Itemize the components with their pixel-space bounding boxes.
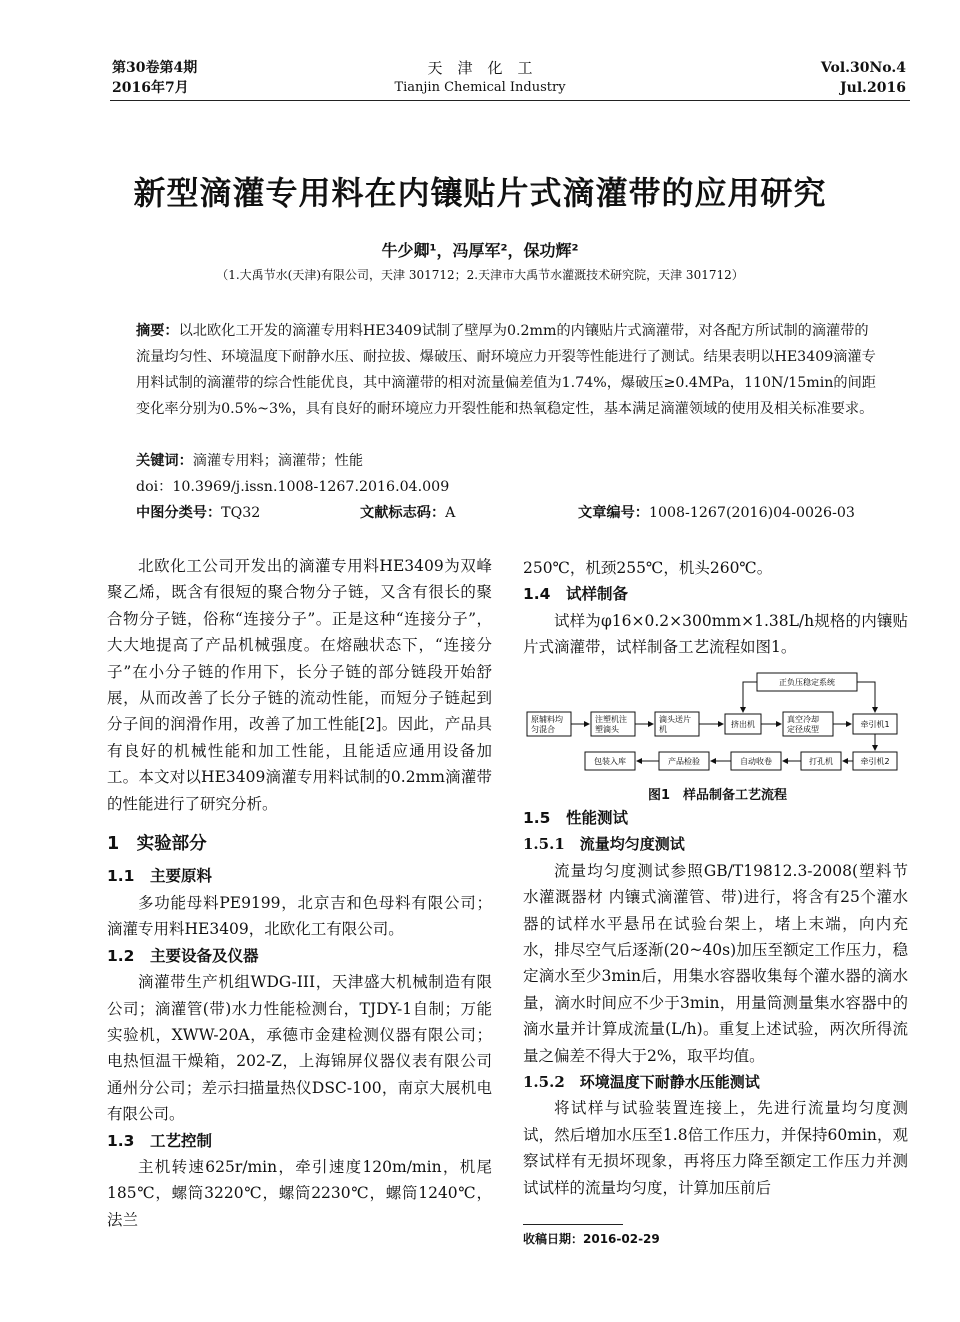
journal-date-cn: 2016年7月 — [112, 80, 189, 96]
section-1-5-1-heading: 1.5.1 流量均匀度测试 — [523, 835, 685, 854]
flow-arrow — [857, 682, 875, 712]
section-1-5-heading: 1.5 性能测试 — [523, 809, 628, 827]
flow-label-injection: 注塑机注 — [595, 715, 627, 724]
flow-label-inspection: 产品检验 — [668, 757, 700, 766]
article-number-label: 文章编号： — [578, 505, 649, 521]
section-1-4-text: 试样为φ16×0.2×300mm×1.38L/h规格的内镶贴片式滴灌带，试样制备工艺流程如图1。 — [523, 611, 908, 657]
affiliations: （1.大禹节水(天津)有限公司，天津 301712；2.天津市大禹节水灌溉技术研究院，天津 301712） — [216, 268, 744, 282]
section-1-1-heading: 1.1 主要原料 — [107, 867, 212, 886]
clc-value: TQ32 — [221, 505, 261, 521]
article-number — [578, 500, 855, 526]
section-1-2-text: 滴灌带生产机组WDG-III，天津盛大机械制造有限公司；滴灌管(带)水力性能检测台，TJDY-1自制；万能实验机，XWW-20A，承德市金建检测仪器有限公司；电热恒温干燥箱，202-Z，上海锦屏仪器仪表有限公司通州分公司；差示扫描量热仪DSC-100，南京大展机电有限公司。 — [107, 973, 492, 1124]
flow-label-packaging: 包装入库 — [594, 757, 626, 766]
section-1-3-continued: 250℃，机颈255℃，机头260℃。 — [523, 559, 773, 577]
right-column-top — [523, 555, 908, 661]
process-flow-diagram — [525, 672, 910, 780]
flow-label-haul-off-2: 牵引机2 — [860, 757, 890, 766]
doi: doi：10.3969/j.issn.1008-1267.2016.04.009 — [136, 479, 450, 495]
section-1-2-heading: 1.2 主要设备及仪器 — [107, 946, 259, 965]
doc-code-value: A — [445, 505, 456, 521]
flow-label-extruder: 挤出机 — [731, 720, 755, 729]
section-1-4-heading: 1.4 试样制备 — [523, 585, 628, 604]
flow-label-punching: 打孔机 — [809, 757, 833, 766]
intro-paragraph: 北欧化工公司开发出的滴灌专用料HE3409为双峰聚乙烯，既含有很短的聚合物分子链，又含有很长的聚合物分子链，俗称“连接分子”。正是这种“连接分子”，大大地提高了产品机械强度。在熔融状态下，“连接分子”在小分子链的作用下，长分子链的部分链段开始舒展，从而改善了长分子链的流动性能，而短分子链起到分子间的润滑作用，改善了加工性能[2]。因此，产品具有良好的机械性能和加工性能，且能适应通用设备加工。本文对以HE3409滴灌专用料试制的0.2mm滴灌带的性能进行了研究分析。 — [107, 557, 492, 813]
journal-volume-en: Vol.30No.4 — [820, 60, 906, 76]
flow-label-winding: 自动收卷 — [740, 757, 772, 766]
flow-label-feeder-2: 机 — [659, 725, 667, 734]
keywords-text: 滴灌专用料；滴灌带；性能 — [192, 453, 364, 469]
doc-code — [360, 500, 455, 526]
doc-code-label: 文献标志码： — [360, 505, 446, 521]
section-1-3-heading: 1.3 工艺控制 — [107, 1131, 212, 1150]
abstract — [136, 318, 876, 422]
flow-label-mixing-2: 匀混合 — [531, 725, 555, 734]
right-column-bottom — [523, 805, 908, 1201]
article-number-value: 1008-1267(2016)04-0026-03 — [648, 505, 855, 521]
section-1-5-2-heading: 1.5.2 环境温度下耐静水压能测试 — [523, 1073, 760, 1092]
abstract-text: 以北欧化工开发的滴灌专用料HE3409试制了壁厚为0.2mm的内镶贴片式滴灌带，对各配方所试制的滴灌带的流量均匀性、环境温度下耐静水压、耐拉拔、爆破压、耐环境应力开裂等性能进行了测试。结果表明以HE3409滴灌专用料试制的滴灌带的综合性能优良，其中滴灌带的相对流量偏差值为1.74%，爆破压≥0.4MPa，110N/15min的间距变化率分别为0.5%~3%，具有良好的耐环境应力开裂性能和热氧稳定性，基本满足滴灌领域的使用及相关标准要求。 — [136, 323, 876, 417]
flow-label-vacuum: 真空冷却 — [787, 715, 819, 724]
flow-label-haul-off-1: 牵引机1 — [860, 720, 890, 729]
section-1-1-text: 多功能母料PE9199，北京吉和色母料有限公司；滴灌专用料HE3409，北欧化工有限公司。 — [107, 893, 492, 939]
authors: 牛少卿¹，冯厚军²，保功辉² — [381, 241, 579, 260]
flow-label-feeder: 滴头送片 — [659, 715, 691, 724]
flow-label-pressure-system: 正负压稳定系统 — [779, 678, 835, 687]
flow-label-injection-2: 塑滴头 — [595, 725, 619, 734]
left-column — [107, 553, 492, 1233]
section-1-heading: 1 实验部分 — [107, 834, 207, 855]
header-rule — [110, 100, 910, 101]
journal-date-en: Jul.2016 — [840, 80, 906, 96]
received-date: 收稿日期：2016-02-29 — [523, 1232, 660, 1246]
keywords — [136, 448, 876, 474]
flow-label-vacuum-2: 定径成型 — [787, 725, 819, 734]
clc-label: 中图分类号： — [136, 505, 222, 521]
abstract-label: 摘要： — [136, 323, 179, 339]
journal-volume-cn: 第30卷第4期 — [112, 60, 198, 76]
keywords-label: 关键词： — [136, 453, 193, 469]
journal-name-en: Tianjin Chemical Industry — [394, 80, 566, 95]
flow-arrow — [743, 682, 757, 712]
section-1-5-1-text: 流量均匀度测试参照GB/T19812.3-2008(塑料节水灌溉器材 内镶式滴灌管、带)进行，将含有25个灌水器的试样水平悬吊在试验台架上，堵上末端，向内充水，排尽空气后逐渐(20~40s)加压至额定工作压力，稳定滴水至少3min后，用集水容器收集每个灌水器的滴水量，滴水时间应不少于3min，用量筒测量集水容器中的滴水量并计算成流量(L/h)。重复上述试验，两次所得流量之偏差不得大于2%，取平均值。 — [523, 861, 908, 1065]
footnote-rule — [523, 1224, 623, 1225]
section-1-5-2-text: 将试样与试验装置连接上，先进行流量均匀度测试，然后增加水压至1.8倍工作压力，并保持60min，观察试样有无损坏现象，再将压力降至额定工作压力并测试试样的流量均匀度，计算加压前后 — [523, 1099, 908, 1197]
figure-caption: 图1 样品制备工艺流程 — [647, 788, 788, 803]
section-1-3-text: 主机转速625r/min，牵引速度120m/min，机尾185℃，螺筒3220℃，螺筒2230℃，螺筒1240℃，法兰 — [107, 1157, 492, 1229]
journal-name-cn: 天 津 化 工 — [427, 59, 533, 77]
paper-title: 新型滴灌专用料在内镶贴片式滴灌带的应用研究 — [133, 174, 827, 212]
flow-label-mixing: 原辅料均 — [531, 715, 563, 724]
